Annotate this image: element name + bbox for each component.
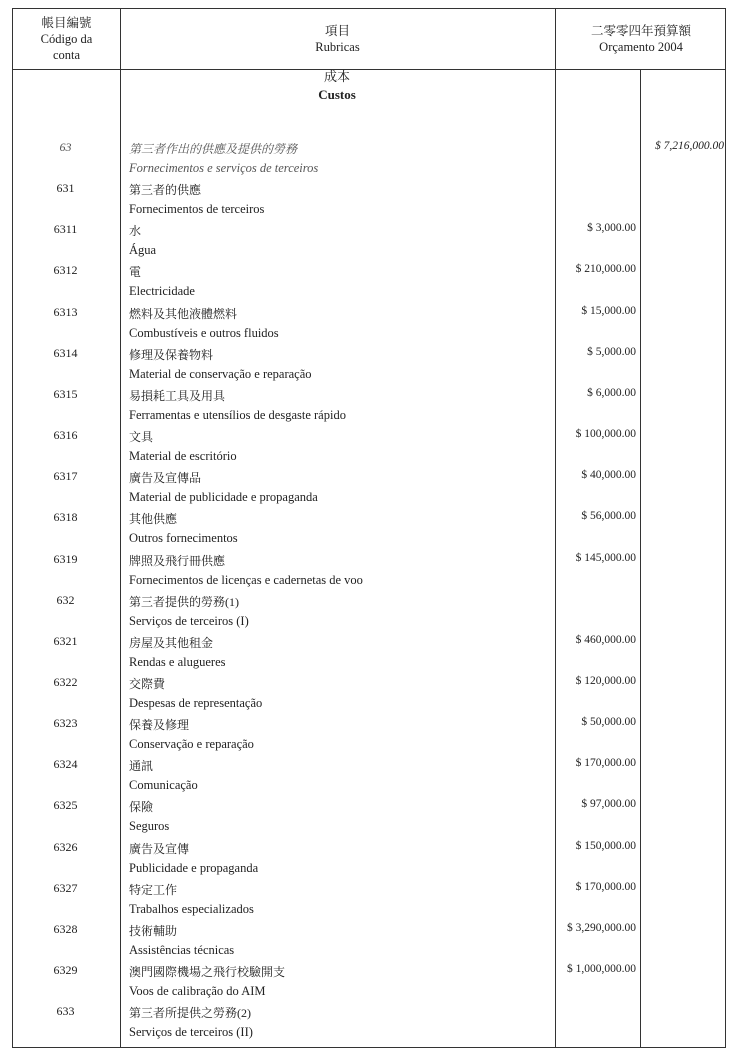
budget-amount: $ 5,000.00 xyxy=(587,345,636,358)
item-label-zh: 電 xyxy=(129,265,142,280)
account-code: 6317 xyxy=(53,469,78,484)
item-label-pt: Seguros xyxy=(129,819,170,834)
item-label-pt: Conservação e reparação xyxy=(129,737,254,752)
item-label-zh: 第三者作出的供應及提供的勞務 xyxy=(129,142,298,156)
item-label-zh: 文具 xyxy=(129,430,154,445)
section-title-pt: Custos xyxy=(318,87,356,102)
table-row xyxy=(12,384,726,422)
account-code: 6325 xyxy=(53,798,78,813)
budget-amount: $ 210,000.00 xyxy=(575,263,636,276)
table-row xyxy=(12,507,726,546)
budget-amount: $ 460,000.00 xyxy=(575,633,636,646)
table-row xyxy=(12,672,726,710)
table-row xyxy=(12,466,726,505)
budget-total: $ 7,216,000.00 xyxy=(655,140,724,152)
table-row xyxy=(12,919,726,957)
item-label-pt: Água xyxy=(129,243,157,258)
item-label-pt: Material de conservação e reparação xyxy=(129,366,312,381)
account-code: 6316 xyxy=(53,428,78,443)
budget-amount: $ 97,000.00 xyxy=(581,798,636,811)
table-row xyxy=(12,219,726,258)
account-code: 6313 xyxy=(53,304,78,319)
item-label-zh: 其他供應 xyxy=(129,512,178,527)
budget-amount: $ 56,000.00 xyxy=(581,510,636,523)
item-label-zh: 牌照及飛行冊供應 xyxy=(129,553,226,568)
item-label-pt: Fornecimentos de terceiros xyxy=(129,202,265,217)
header-budget-pt: Orçamento 2004 xyxy=(599,40,683,54)
budget-amount: $ 170,000.00 xyxy=(575,880,636,893)
item-label-zh: 易損耗工具及用具 xyxy=(129,388,226,403)
item-label-zh: 廣告及宣傳品 xyxy=(129,471,202,486)
item-label-pt: Voos de calibração do AIM xyxy=(129,984,266,998)
header-item-pt: Rubricas xyxy=(315,40,360,54)
account-code: 6314 xyxy=(53,345,78,360)
budget-amount: $ 1,000,000.00 xyxy=(567,963,636,975)
account-code: 6327 xyxy=(53,880,78,895)
account-code: 631 xyxy=(56,181,75,196)
item-label-pt: Ferramentas e utensílios de desgaste rápido xyxy=(129,407,346,422)
table-row xyxy=(12,631,726,669)
item-label-pt: Trabalhos especializados xyxy=(129,901,254,916)
item-label-zh: 燃料及其他液體燃料 xyxy=(129,306,238,321)
account-code: 633 xyxy=(56,1004,75,1019)
item-label-pt: Serviços de terceiros (I) xyxy=(129,613,249,628)
budget-amount: $ 40,000.00 xyxy=(581,469,636,482)
budget-amount: $ 6,000.00 xyxy=(587,386,636,399)
table-row xyxy=(12,425,726,464)
table-row xyxy=(12,837,726,875)
account-code: 6329 xyxy=(53,963,78,977)
item-label-pt: Serviços de terceiros (II) xyxy=(129,1025,253,1040)
item-label-zh: 保養及修理 xyxy=(129,718,190,733)
item-label-zh: 水 xyxy=(129,224,142,239)
item-label-zh: 技術輔助 xyxy=(129,923,178,938)
budget-amount: $ 50,000.00 xyxy=(581,716,636,729)
table-row xyxy=(12,343,726,381)
budget-amount: $ 150,000.00 xyxy=(575,839,636,852)
item-label-pt: Assistências técnicas xyxy=(129,942,235,957)
item-label-zh: 通訊 xyxy=(129,759,154,774)
table-row xyxy=(12,795,726,834)
section-title-zh: 成本 xyxy=(323,69,350,84)
item-label-zh: 澳門國際機場之飛行校驗開支 xyxy=(129,965,286,979)
item-label-zh: 房屋及其他租金 xyxy=(129,635,214,650)
item-label-zh: 修理及保養物料 xyxy=(129,347,214,362)
account-code: 63 xyxy=(59,140,72,154)
item-label-zh: 第三者提供的勞務(1) xyxy=(129,594,239,609)
table-row xyxy=(12,302,726,340)
item-label-pt: Combustíveis e outros fluidos xyxy=(129,325,279,340)
budget-amount: $ 3,000.00 xyxy=(587,222,636,235)
item-label-pt: Fornecimentos de licenças e cadernetas de voo xyxy=(129,572,363,587)
table-row xyxy=(12,260,726,299)
account-code: 6323 xyxy=(53,716,78,731)
account-code: 6318 xyxy=(53,510,78,525)
table-row xyxy=(12,1001,726,1040)
item-label-pt: Fornecimentos e serviços de terceiros xyxy=(129,161,319,175)
header-item-zh: 項目 xyxy=(324,24,350,38)
table-row xyxy=(12,713,726,752)
item-label-pt: Comunicação xyxy=(129,778,198,793)
account-code: 6328 xyxy=(53,921,78,936)
header-code-zh: 帳目編號 xyxy=(41,16,92,30)
account-code: 6315 xyxy=(53,386,78,401)
budget-amount: $ 170,000.00 xyxy=(575,757,636,770)
item-label-zh: 第三者所提供之勞務(2) xyxy=(129,1006,251,1021)
item-label-pt: Rendas e alugueres xyxy=(129,654,226,669)
item-label-pt: Despesas de representação xyxy=(129,695,263,710)
account-code: 6326 xyxy=(53,839,78,854)
budget-amount: $ 120,000.00 xyxy=(575,674,636,687)
item-label-pt: Material de publicidade e propaganda xyxy=(129,490,318,505)
table-row xyxy=(12,878,726,916)
item-label-zh: 特定工作 xyxy=(129,882,178,897)
table-row xyxy=(12,178,726,217)
account-code: 6311 xyxy=(53,222,78,237)
account-code: 6312 xyxy=(53,263,78,278)
account-code: 6321 xyxy=(53,633,78,648)
item-label-pt: Outros fornecimentos xyxy=(129,531,238,546)
item-label-pt: Publicidade e propaganda xyxy=(129,860,259,875)
table-row xyxy=(12,960,726,998)
account-code: 6322 xyxy=(53,674,78,689)
item-label-zh: 交際費 xyxy=(129,676,166,691)
account-code: 6324 xyxy=(53,757,78,772)
item-label-zh: 廣告及宣傳 xyxy=(129,841,190,856)
table-row xyxy=(12,754,726,793)
header-budget xyxy=(555,9,727,69)
budget-amount: $ 100,000.00 xyxy=(575,428,636,441)
account-code: 6319 xyxy=(53,551,78,566)
item-label-pt: Electricidade xyxy=(129,284,195,299)
header-code xyxy=(13,9,120,69)
table-row xyxy=(12,137,726,175)
table-row xyxy=(12,590,726,628)
item-label-zh: 保險 xyxy=(129,800,154,815)
item-label-zh: 第三者的供應 xyxy=(129,183,202,198)
header-item xyxy=(120,9,555,69)
budget-amount: $ 145,000.00 xyxy=(575,551,636,564)
account-code: 632 xyxy=(56,592,75,607)
header-budget-zh: 二零零四年預算額 xyxy=(590,24,691,38)
budget-amount: $ 15,000.00 xyxy=(581,304,636,317)
header-code-pt: Código da conta xyxy=(40,32,93,62)
section-title xyxy=(120,68,554,104)
budget-amount: $ 3,290,000.00 xyxy=(567,921,636,934)
item-label-pt: Material de escritório xyxy=(129,449,237,464)
table-row xyxy=(12,549,726,587)
